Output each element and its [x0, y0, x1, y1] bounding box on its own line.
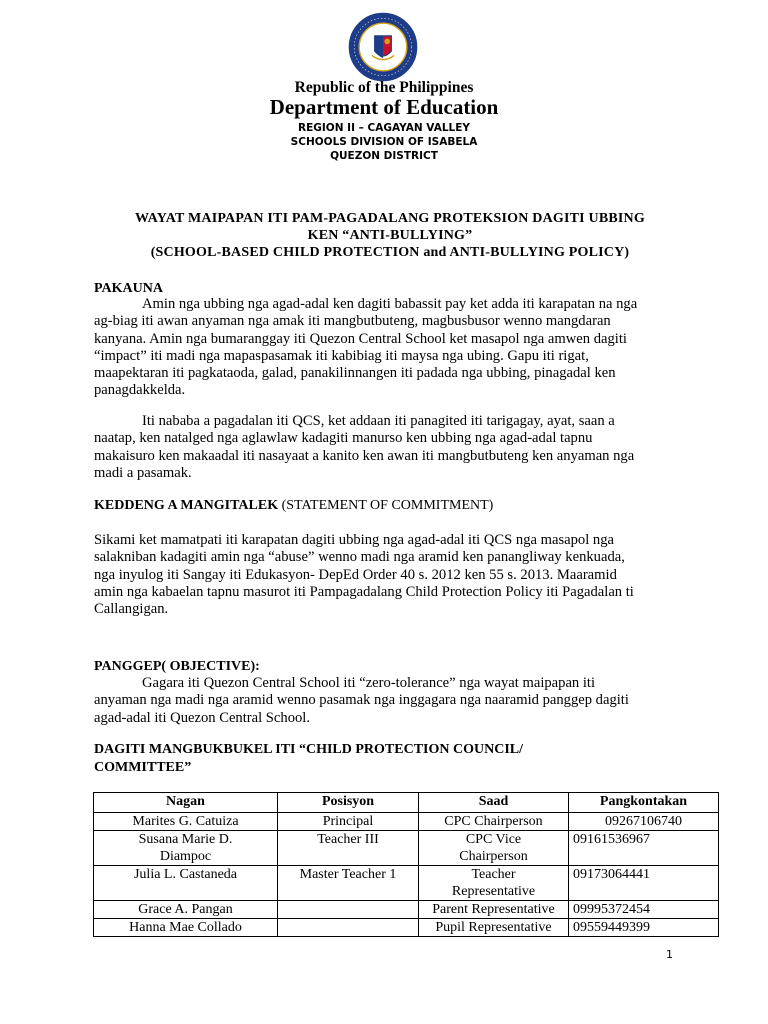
- column-header-contact: Pangkontakan: [569, 793, 719, 813]
- section-heading-council-line-2: COMMITTEE”: [94, 760, 192, 775]
- page-number: 1: [666, 948, 673, 961]
- member-position: [278, 901, 419, 919]
- member-contact: 09995372454: [569, 901, 719, 919]
- commitment-heading-text: KEDDENG A MANGITALEK: [94, 498, 279, 513]
- member-position: [278, 919, 419, 937]
- section-heading-council-line-1: DAGITI MANGBUKBUKEL ITI “CHILD PROTECTION COUNCIL/: [94, 742, 524, 757]
- deped-seal-logo: [348, 12, 418, 82]
- member-contact: 09161536967: [569, 831, 719, 866]
- member-name: Susana Marie D. Diampoc: [94, 831, 278, 866]
- member-contact: 09173064441: [569, 866, 719, 901]
- column-header-name: Nagan: [94, 793, 278, 813]
- member-contact: 09559449399: [569, 919, 719, 937]
- region-line: REGION II – CAGAYAN VALLEY: [298, 122, 470, 134]
- section-heading-objective: PANGGEP( OBJECTIVE):: [94, 659, 260, 674]
- member-role: Parent Representative: [419, 901, 569, 919]
- section-heading-pakauna: PAKAUNA: [94, 281, 163, 296]
- district-line: QUEZON DISTRICT: [330, 150, 438, 162]
- member-role: CPC Chairperson: [419, 813, 569, 831]
- department-name: Department of Education: [269, 95, 499, 119]
- document-title-line-1: WAYAT MAIPAPAN ITI PAM-PAGADALANG PROTEKSION DAGITI UBBING: [135, 211, 645, 226]
- member-contact: 09267106740: [569, 813, 719, 831]
- member-position: Principal: [278, 813, 419, 831]
- division-line: SCHOOLS DIVISION OF ISABELA: [290, 136, 478, 148]
- table-row: [94, 866, 719, 901]
- section-heading-commitment: [94, 498, 493, 514]
- commitment-paragraph: Sikami ket mamatpati iti karapatan dagiti ubbing nga agad-adal iti QCS nga masapol nga salakniban kadagiti amin nga “abuse” wenno madi nga aramid ken panangliway kenkuada, nga inyulog iti Sangay iti Edukasyon- DepEd Order 40 s. 2012 ken 55 s. 2013. Maaramid amin nga kabaelan tapnu masurot iti Pampagadalang Child Protection Policy iti Pagadalan ti Callangigan.: [94, 532, 634, 618]
- member-role: Teacher Representative: [419, 866, 569, 901]
- objective-paragraph: Gagara iti Quezon Central School iti “zero-tolerance” nga wayat maipapan iti anyaman nga madi nga aramid wenno pasamak nga inggagara nga naaramid panggep dagiti agad-adal iti Quezon Central School.: [94, 675, 629, 726]
- table-row: [94, 901, 719, 919]
- member-name: Julia L. Castaneda: [94, 866, 278, 901]
- pakauna-paragraph-2: Iti nababa a pagadalan iti QCS, ket addaan iti panagited iti tarigagay, ayat, saan a naatap, ken natalged nga aglawlaw kadagiti manurso ken ubbing nga agad-adal tapnu makaisuro ken makaadal iti nasayaat a kanito ken awan iti mangbutbuteng ken anyaman nga madi a pasamak.: [94, 413, 635, 481]
- member-role: Pupil Representative: [419, 919, 569, 937]
- column-header-position: Posisyon: [278, 793, 419, 813]
- column-header-role: Saad: [419, 793, 569, 813]
- member-position: Master Teacher 1: [278, 866, 419, 901]
- republic-line: Republic of the Philippines: [294, 79, 474, 96]
- member-name: Hanna Mae Collado: [94, 919, 278, 937]
- document-title-line-3: (SCHOOL-BASED CHILD PROTECTION and ANTI-BULLYING POLICY): [150, 245, 630, 260]
- table-header-row: [94, 793, 719, 813]
- table-row: [94, 919, 719, 937]
- table-row: [94, 813, 719, 831]
- member-role: CPC Vice Chairperson: [419, 831, 569, 866]
- member-name: Marites G. Catuiza: [94, 813, 278, 831]
- document-title-line-2: KEN “ANTI-BULLYING”: [307, 228, 473, 243]
- member-name: Grace A. Pangan: [94, 901, 278, 919]
- member-position: Teacher III: [278, 831, 419, 866]
- table-row: [94, 831, 719, 866]
- pakauna-paragraph-1: Amin nga ubbing nga agad-adal ken dagiti babassit pay ket adda iti karapatan na nga ag-biag iti awan anyaman nga amak iti mangbutbuteng, magbusbusor wenno mangdaran kanyana. Amin nga bumaranggay iti Quezon Central School ket masapol nga amwen dagiti “impact” iti madi nga mapaspasamak iti kabibiag iti maysa nga ubing. Gapu iti rigat, maapektaran iti pagkataoda, galad, panakilinnangen iti padada nga ubbing, pinagadal ken panagdakkelda.: [94, 296, 638, 399]
- commitment-heading-suffix: (STATEMENT OF COMMITMENT): [281, 498, 494, 513]
- council-table: [93, 792, 719, 937]
